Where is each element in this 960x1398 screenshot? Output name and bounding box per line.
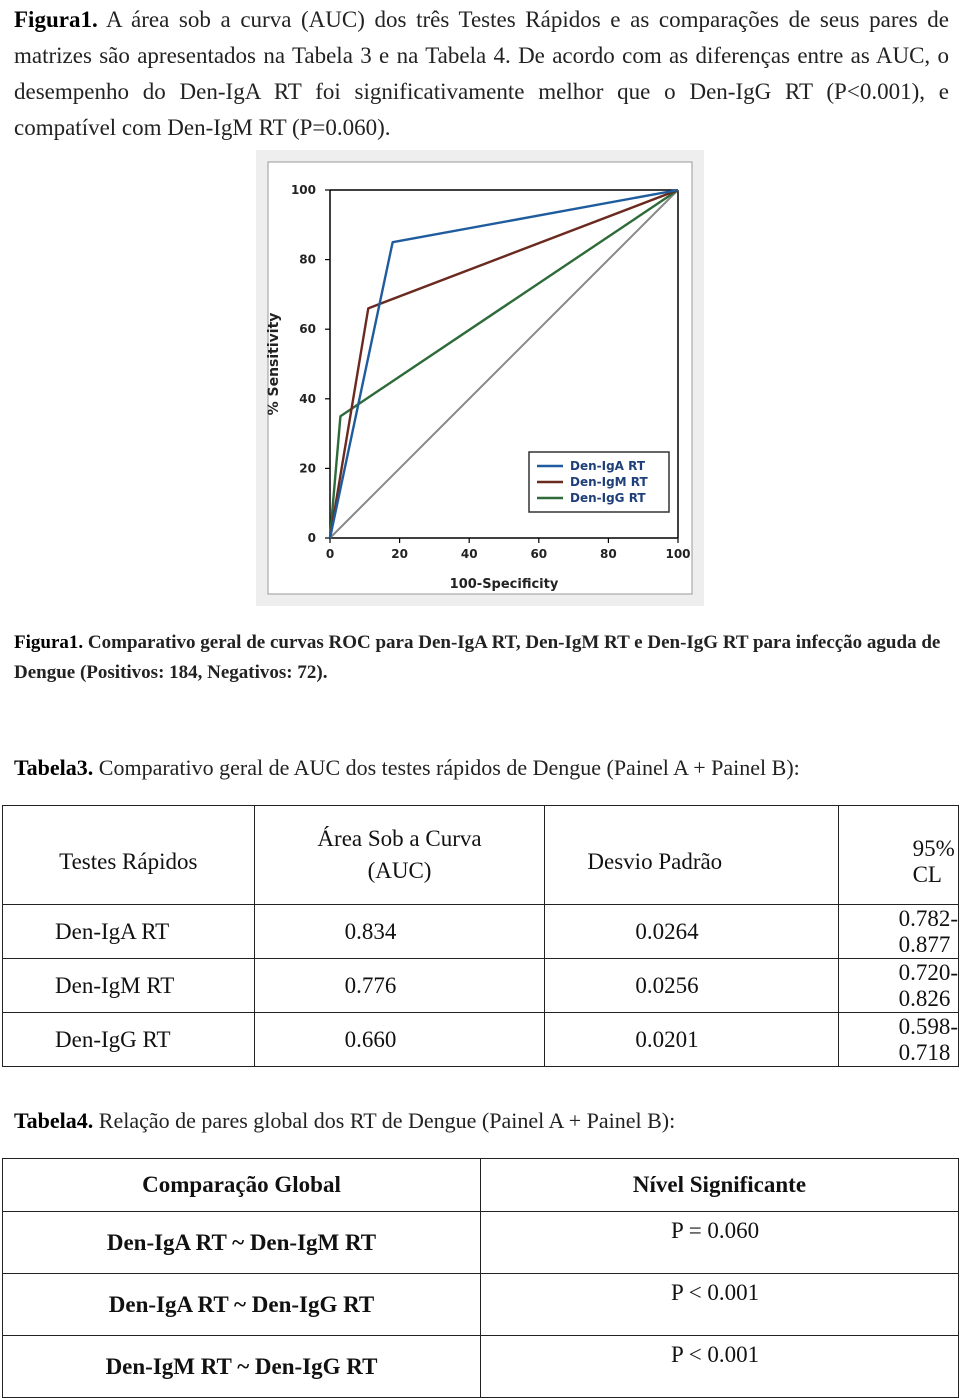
header-desvio: Desvio Padrão xyxy=(545,806,838,905)
y-tick-label: 0 xyxy=(307,531,316,545)
cell-test: Den-IgA RT xyxy=(3,905,255,959)
cell-auc: 0.834 xyxy=(254,905,545,959)
x-tick-label: 0 xyxy=(325,547,335,561)
table4-title-text: Relação de pares global dos RT de Dengue (Painel A + Painel B): xyxy=(93,1108,676,1133)
cell-cl: 0.598-0.718 xyxy=(838,1013,958,1067)
table4-title xyxy=(14,1106,675,1136)
cell-sd: 0.0201 xyxy=(545,1013,838,1067)
cell-cl: 0.720-0.826 xyxy=(838,959,958,1013)
x-tick-label: 20 xyxy=(391,547,408,561)
cell-p-value: P < 0.001 xyxy=(481,1274,959,1336)
auc-table xyxy=(2,805,959,1067)
figure-caption xyxy=(14,628,949,688)
roc-chart xyxy=(256,150,704,606)
x-tick-label: 40 xyxy=(460,547,478,561)
cell-comparison: Den-IgA RT ~ Den-IgM RT xyxy=(3,1212,481,1274)
cell-p-value: P < 0.001 xyxy=(481,1336,959,1398)
table3-label: Tabela3. xyxy=(14,755,94,780)
pairs-table xyxy=(2,1158,959,1398)
table4-label: Tabela4. xyxy=(14,1108,94,1133)
cell-p-value: P = 0.060 xyxy=(481,1212,959,1274)
y-tick-label: 80 xyxy=(299,252,316,267)
x-tick-label: 80 xyxy=(600,547,617,561)
figure-caption-label: Figura1. xyxy=(14,632,84,653)
intro-paragraph xyxy=(14,2,949,146)
table-row xyxy=(3,1212,959,1274)
cell-test: Den-IgG RT xyxy=(3,1013,255,1067)
cell-comparison: Den-IgA RT ~ Den-IgG RT xyxy=(3,1274,481,1336)
intro-label: Figura1. xyxy=(14,7,98,32)
legend-label: Den-IgG RT xyxy=(570,491,646,505)
cell-test: Den-IgM RT xyxy=(3,959,255,1013)
legend-label: Den-IgM RT xyxy=(570,475,648,489)
table3-title xyxy=(14,753,800,783)
header-cl: 95% CL xyxy=(838,806,958,905)
roc-figure xyxy=(256,150,704,606)
cell-sd: 0.0256 xyxy=(545,959,838,1013)
cell-auc: 0.660 xyxy=(254,1013,545,1067)
header-auc-line2: (AUC) xyxy=(367,858,432,883)
table-row xyxy=(3,959,959,1013)
header-auc-line1: Área Sob a Curva xyxy=(317,826,482,851)
figure-caption-text: Comparativo geral de curvas ROC para Den-IgA RT, Den-IgM RT e Den-IgG RT para infecção aguda de Dengue (Positivos: 184, Negativos: 72). xyxy=(14,632,941,683)
header-auc xyxy=(254,806,545,905)
x-axis-label: 100-Specificity xyxy=(449,577,559,592)
cell-auc: 0.776 xyxy=(254,959,545,1013)
table-row xyxy=(3,1274,959,1336)
legend-label: Den-IgA RT xyxy=(570,459,646,473)
header-comparacao: Comparação Global xyxy=(3,1159,481,1212)
y-tick-label: 20 xyxy=(299,461,316,476)
y-axis-label: % Sensitivity xyxy=(266,312,282,416)
table-row xyxy=(3,1336,959,1398)
y-tick-label: 40 xyxy=(299,391,316,406)
x-tick-label: 60 xyxy=(530,547,548,561)
x-tick-label: 100 xyxy=(665,547,691,561)
header-testes: Testes Rápidos xyxy=(3,806,255,905)
y-tick-label: 60 xyxy=(299,322,316,337)
cell-cl: 0.782-0.877 xyxy=(838,905,958,959)
table-row xyxy=(3,905,959,959)
table-row xyxy=(3,1013,959,1067)
table-header-row xyxy=(3,806,959,905)
table-header-row xyxy=(3,1159,959,1212)
table3-title-text: Comparativo geral de AUC dos testes rápidos de Dengue (Painel A + Painel B): xyxy=(93,755,800,780)
y-tick-label: 100 xyxy=(290,183,316,197)
header-nivel: Nível Significante xyxy=(481,1159,959,1212)
cell-sd: 0.0264 xyxy=(545,905,838,959)
cell-comparison: Den-IgM RT ~ Den-IgG RT xyxy=(3,1336,481,1398)
intro-text: A área sob a curva (AUC) dos três Testes Rápidos e as comparações de seus pares de matrizes são apresentados na Tabela 3 e na Tabela 4. De acordo com as diferenças entre as AUC, o desempenho do Den-IgA RT foi significativamente melhor que o Den-IgG RT (P<0.001), e compatível com Den-IgM RT (P=0.060). xyxy=(14,7,949,140)
legend xyxy=(529,452,669,512)
